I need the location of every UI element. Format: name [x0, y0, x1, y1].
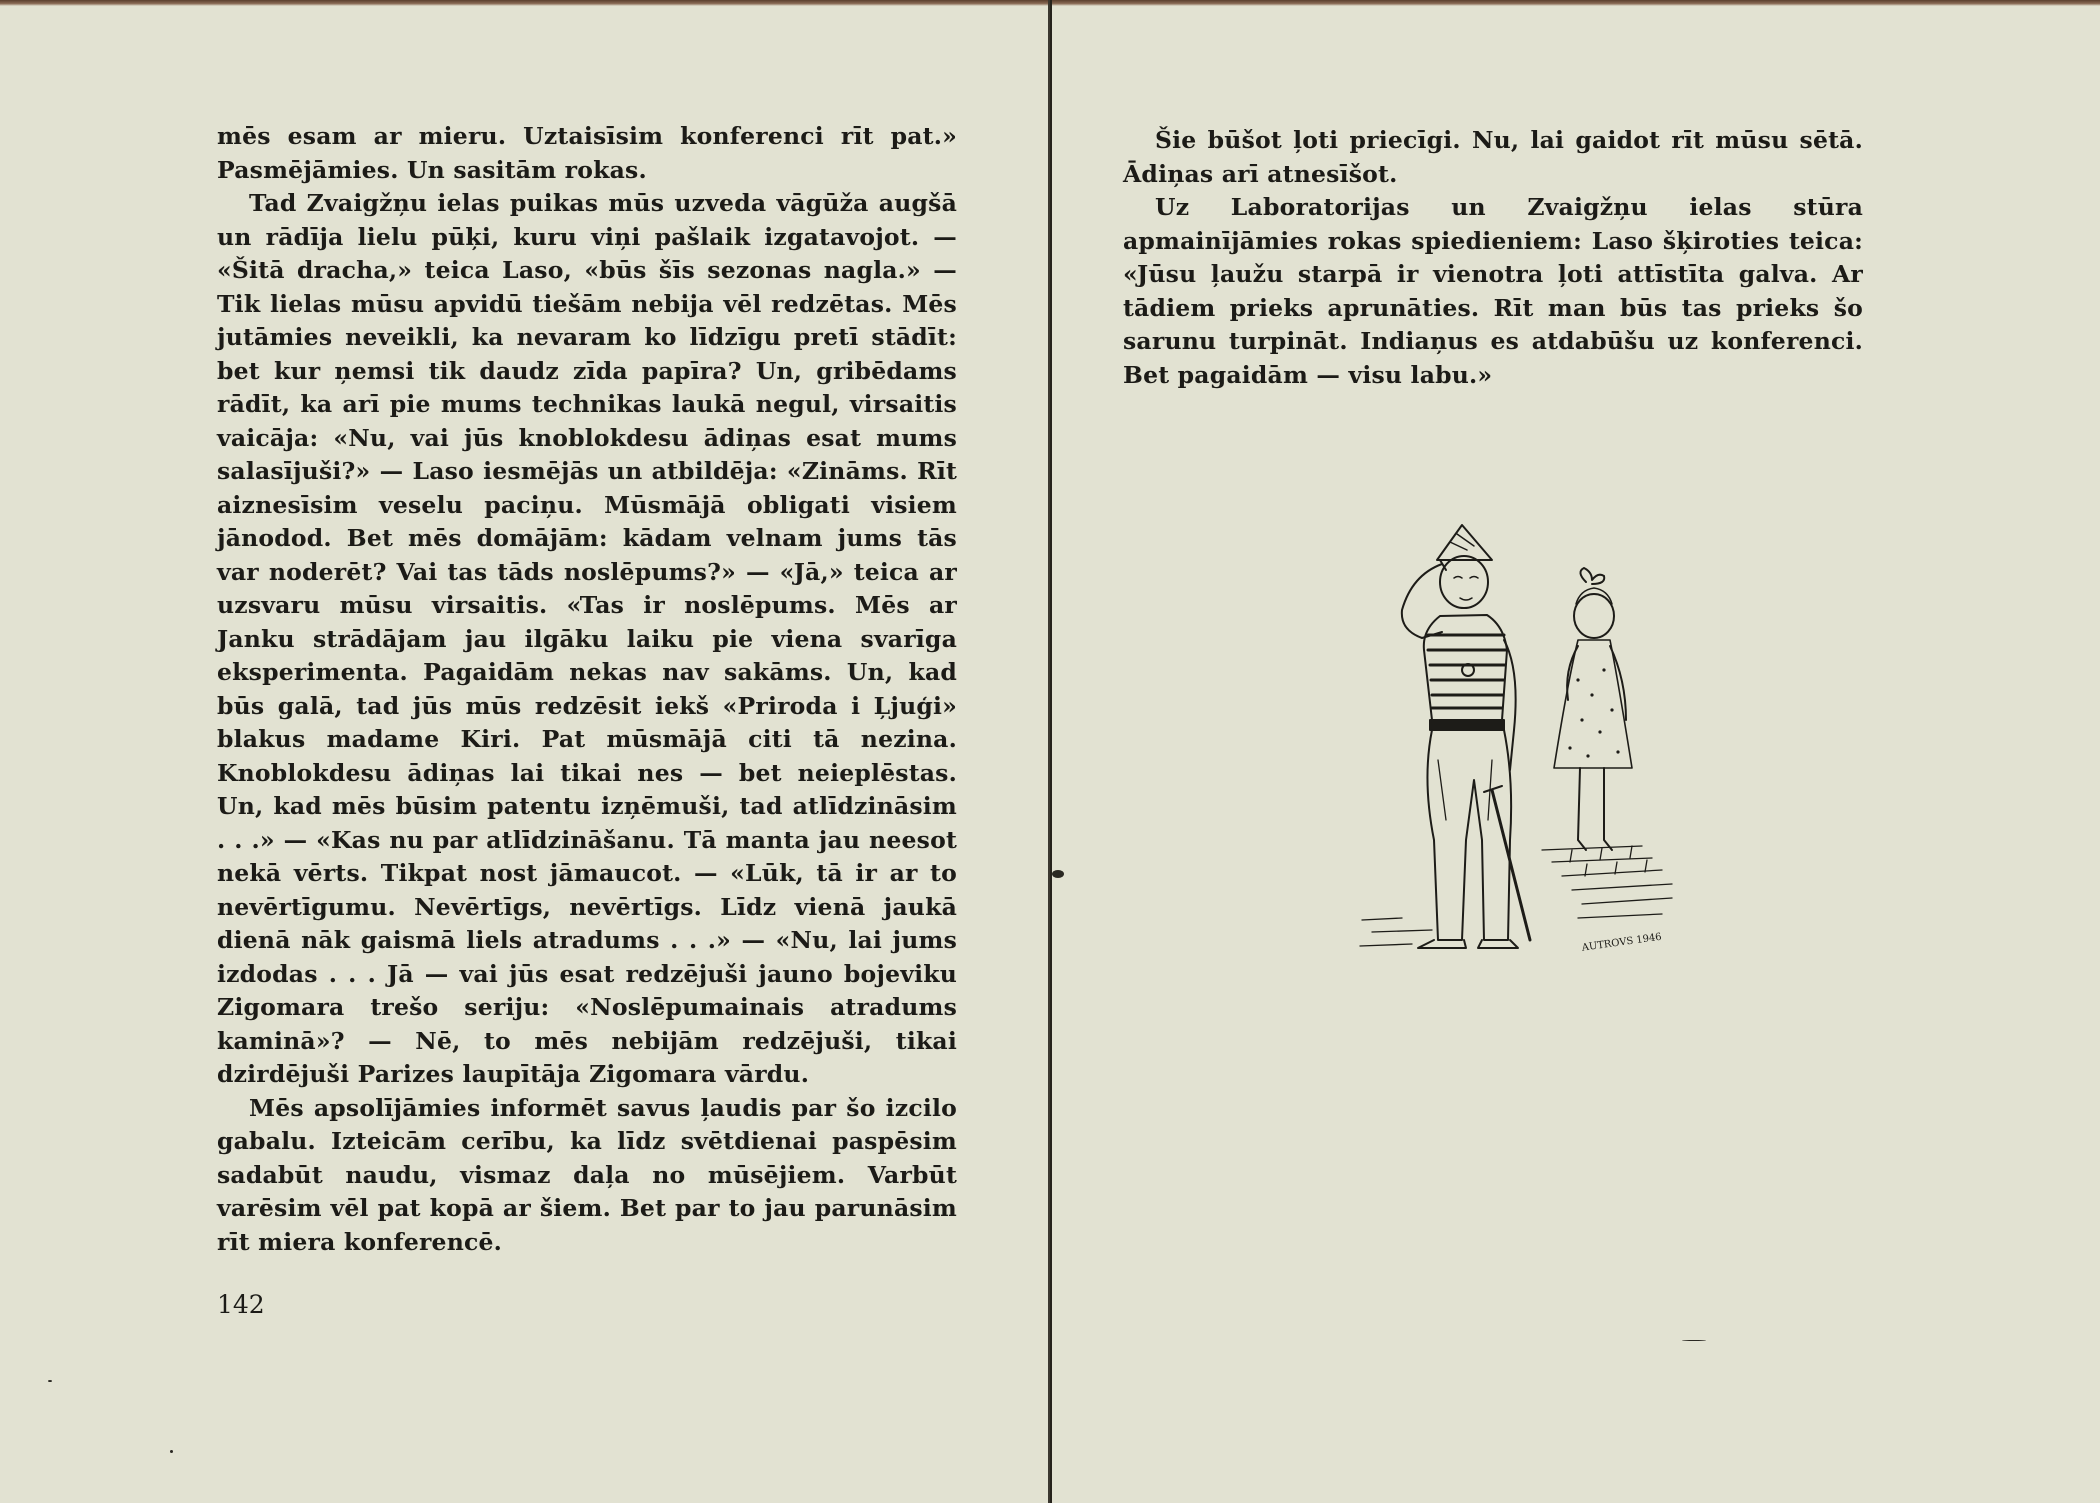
paragraph: mēs esam ar mieru. Uztaisīsim konferenci rīt pat.» Pasmējāmies. Un sasitām rokas. — [217, 122, 957, 184]
girl-legs — [1578, 768, 1612, 850]
girl-dress — [1554, 640, 1632, 768]
saluting-arm — [1402, 564, 1442, 638]
page-number: 142 — [217, 1290, 265, 1319]
paragraph: Tad Zvaigžņu ielas puikas mūs uzveda vāgūža augšā un rādīja lielu pūķi, kuru viņi pašlaik izgatavojot. — «Šitā dracha,» teica Laso, «būs šīs sezonas nagla.» — Tik lielas mūsu apvidū tiešām nebija vēl redzētas. Mēs jutāmies neveikli, ka nevaram ko līdzīgu pretī stādīt: bet kur ņemsi tik daudz zīda papīra? Un, gribēdams rādīt, ka arī pie mums technikas laukā negul, virsaitis vaicāja: «Nu, vai jūs knoblokdesu ādiņas esat mums salasījuši?» — Laso iesmējās un atbildēja: «Zināms. Rīt aiznesīsim veselu paciņu. Mūsmājā obligati visiem jānodod. Bet mēs domājām: kādam velnam jums tās var noderēt? Vai tas tāds noslēpums?» — «Jā,» teica ar uzsvaru mūsu virsaitis. «Tas ir noslēpums. Mēs ar Janku strādājam jau ilgāku laiku pie viena svarīga eksperimenta. Pagaidām nekas nav sakāms. Un, kad būs galā, tad jūs mūs redzēsit iekš «Priroda i Ļjuģi» blakus madame Kiri. Pat mūsmājā citi tā nezina. Knoblokdesu ādiņas lai tikai nes — bet neieplēstas. Un, kad mēs būsim patentu izņēmuši, tad atlīdzināsim . . .» — «Kas nu par atlīdzināšanu. Tā manta jau neesot nekā vērts. Tikpat nost jāmaucot. — «Lūk, tā ir ar to nevērtīgumu. Nevērtīgs, nevērtīgs. Līdz vienā jaukā dienā nāk gaismā liels atradums . . .» — «Nu, lai jums izdodas . . . Jā — vai jūs esat redzējuši jauno bojeviku Zigomara trešo seriju: «Noslēpumainais atradums kaminā»? — Nē, to mēs nebijām redzējuši, tikai dzirdējuši Parizes laupītāja Zigomara vārdu. — [217, 189, 957, 1088]
paragraph: Uz Laboratorijas un Zvaigžņu ielas stūra apmainījāmies rokas spiedieniem: Laso šķiroties teica: «Jūsu ļaužu starpā ir vienotra ļoti attīstīta galva. Ar tādiem prieks aprunāties. Rīt man būs tas prieks šo sarunu turpināt. Indiaņus es atdabūšu uz konferenci. Bet pagaidām — visu labu.» — [1123, 193, 1863, 389]
paper-speck — [170, 1450, 173, 1453]
left-page-text — [217, 120, 957, 1259]
hair-bow — [1580, 568, 1604, 584]
page-top-edge — [1052, 0, 2100, 6]
paragraph: Mēs apsolījāmies informēt savus ļaudis par šo izcilo gabalu. Izteicām cerību, ka līdz svētdienai paspēsim sadabūt naudu, vismaz daļa no mūsējiem. Varbūt varēsim vēl pat kopā ar šiem. Bet par to jau parunāsim rīt miera konferencē. — [217, 1093, 957, 1256]
paper-speck — [1682, 1340, 1706, 1341]
paper-hat — [1437, 525, 1492, 560]
right-page — [1052, 0, 2100, 1503]
boy-torso — [1424, 615, 1507, 720]
page-top-edge — [0, 0, 1048, 6]
boy-legs — [1427, 730, 1511, 940]
illustration-signature: AUTROVS 1946 — [1581, 931, 1663, 954]
girl-head — [1574, 594, 1614, 638]
paper-speck — [1052, 870, 1064, 878]
right-page-text — [1123, 124, 1863, 392]
paper-speck — [48, 1380, 52, 1382]
pavement — [1360, 846, 1672, 946]
children-saluting-illustration — [1342, 520, 1702, 960]
paragraph: Šie būšot ļoti priecīgi. Nu, lai gaidot rīt mūsu sētā. Ādiņas arī atnesīšot. — [1123, 126, 1863, 188]
